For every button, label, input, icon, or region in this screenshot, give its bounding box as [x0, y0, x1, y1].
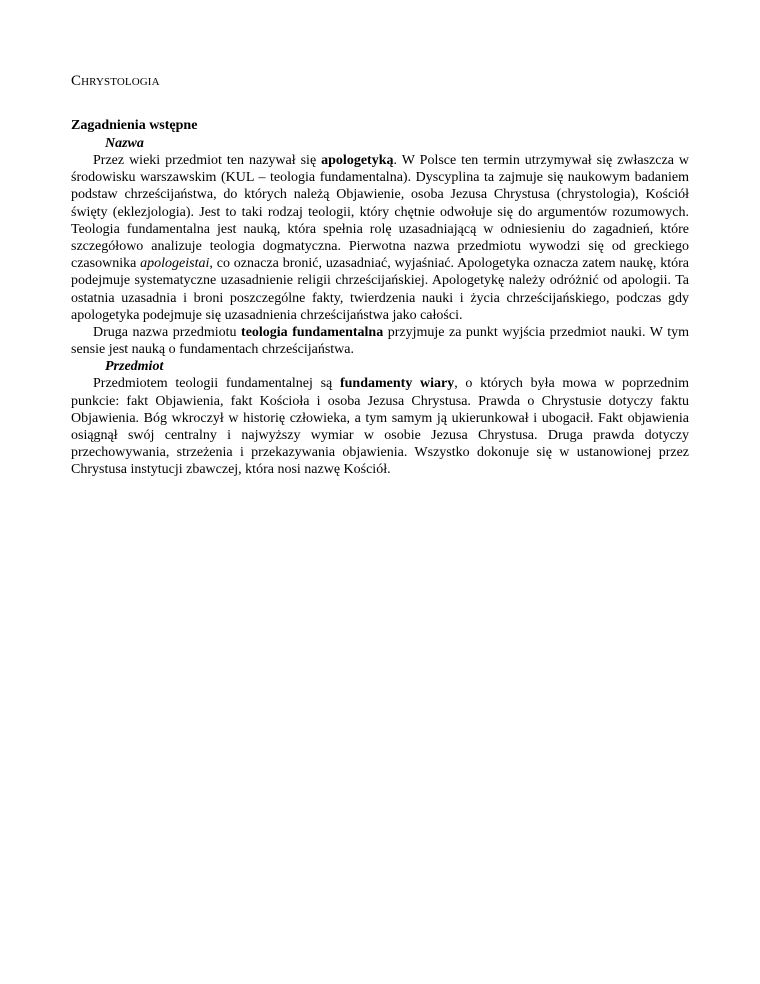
bold-term-apologetyka: apologetyką	[321, 153, 394, 168]
paragraph-nazwa-1	[71, 152, 689, 324]
paragraph-przedmiot-1	[71, 375, 689, 478]
document-title: Chrystologia	[71, 73, 160, 89]
text-span: , o których była mowa w poprzednim punkcie: fakt Objawienia, fakt Kościoła i osoba Jezusa Chrystusa. Prawda o Chrystusie dotyczy faktu Objawienia. Bóg wkroczył w historię człowieka, a tym samym ją ukierunkował i ubogacił. Fakt objawienia osiągnął swój centralny i najwyższy wymiar w osobie Jezusa Chrystusa. Druga prawda dotyczy przechowywania, strzeżenia i przekazywania objawienia. Wszystko dokonuje się w ustanowionej przez Chrystusa instytucji zbawczej, która nosi nazwę Kościół.	[71, 376, 689, 478]
italic-term-apologeistai: apologeistai	[140, 256, 210, 272]
subsection-heading-przedmiot: Przedmiot	[105, 359, 164, 375]
text-span: . W Polsce ten termin utrzymywał się zwłaszcza w środowisku warszawskim (KUL – teologia fundamentalna). Dyscyplina ta zajmuje się naukowym badaniem podstaw chrześcijaństwa, do których należą Objawienie, osoba Jezusa Chrystusa (chrystologia), Kościół święty (eklezjologia). Jest to taki rodzaj teologii, który chętnie odwołuje się do argumentów rozumowych. Teologia fundamentalna jest nauką, która spełnia rolę uzasadniającą w odniesieniu do zagadnień, które szczegółowo analizuje teologia dogmatyczna. Pierwotna nazwa przedmiotu wywodzi się od greckiego czasownika	[71, 153, 690, 272]
text-span: Przedmiotem teologii fundamentalnej są	[93, 376, 340, 392]
text-span: przyjmuje za punkt wyjścia przedmiot nauki. W tym sensie jest nauką o fundamentach chrześcijaństwa.	[71, 325, 689, 358]
subsection-heading-nazwa: Nazwa	[105, 136, 144, 151]
paragraph-nazwa-2	[71, 324, 689, 358]
text-span: , co oznacza bronić, uzasadniać, wyjaśniać. Apologetyka oznacza zatem naukę, która podejmuje systematyczne uzasadnienie religii chrześcijańskiej. Apologetykę należy odróżnić od apologii. Ta ostatnia uzasadnia i broni poszczególne fakty, twierdzenia nauki i życia chrześcijańskiego, podczas gdy apologetyka podejmuje się uzasadnienia chrześcijaństwa jako całości.	[71, 256, 689, 323]
document-page	[71, 72, 689, 479]
bold-term-teologia-fundamentalna: teologia fundamentalna	[241, 325, 384, 341]
bold-term-fundamenty-wiary: fundamenty wiary	[339, 376, 455, 392]
section-heading: Zagadnienia wstępne	[71, 118, 198, 133]
text-span: Przez wieki przedmiot ten nazywał się	[93, 153, 322, 168]
text-span: Druga nazwa przedmiotu	[93, 325, 242, 341]
